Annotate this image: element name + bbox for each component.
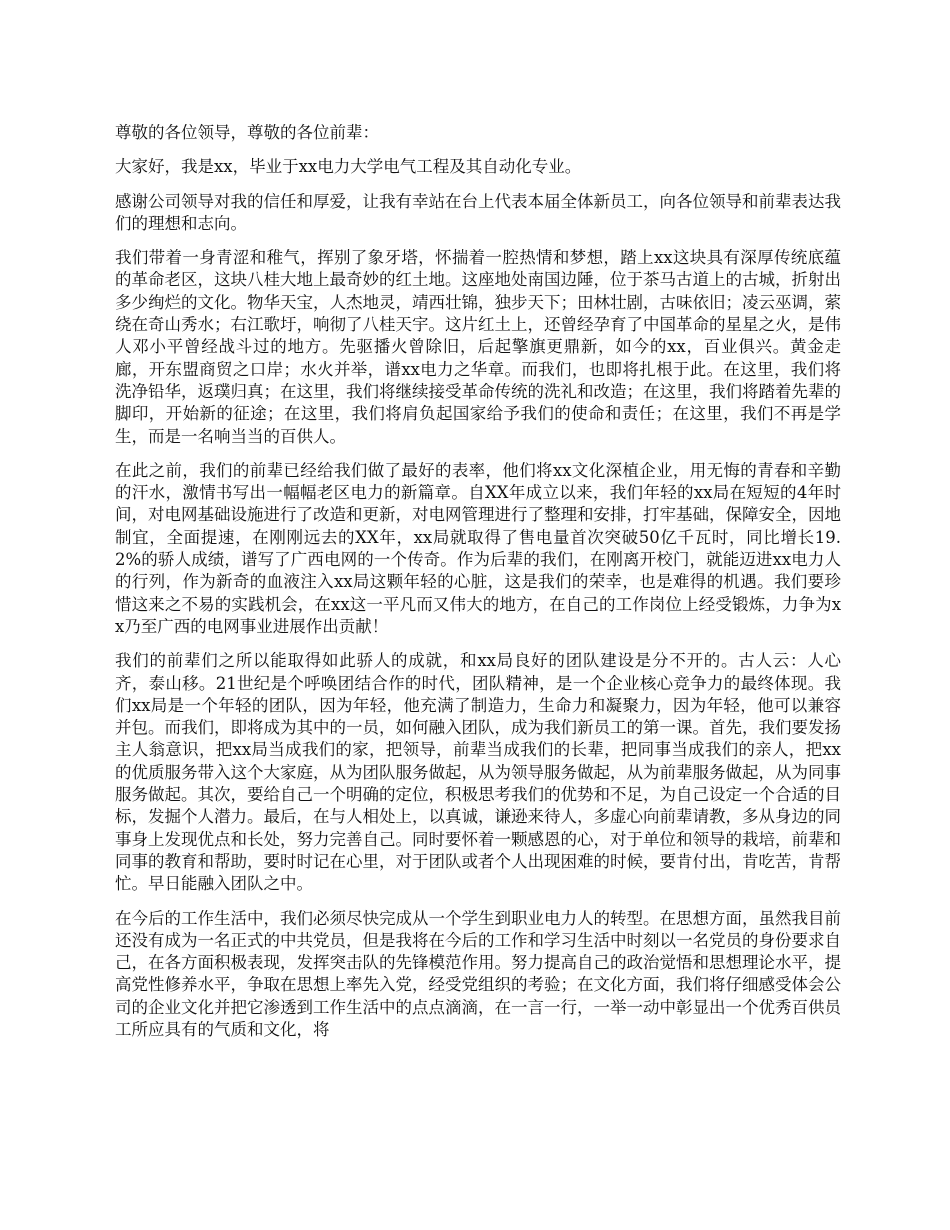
- paragraph-team-building: 我们的前辈们之所以能取得如此骄人的成就，和xx局良好的团队建设是分不开的。古人云：人心齐，泰山移。21世纪是个呼唤团结合作的时代，团队精神，是一个企业核心竞争力的最终体现。我们xx局是一个年轻的团队，因为年轻，他充满了制造力，生命力和凝聚力，因为年轻，他可以兼容并包。而我们，即将成为其中的一员，如何融入团队，成为我们新员工的第一课。首先，我们要发扬主人翁意识，把xx局当成我们的家，把领导，前辈当成我们的长辈，把同事当成我们的亲人，把xx的优质服务带入这个大家庭，从为团队服务做起，从为领导服务做起，从为前辈服务做起，从为同事服务做起。其次，要给自己一个明确的定位，积极思考我们的优势和不足，为自己设定一个合适的目标，发掘个人潜力。最后，在与人相处上，以真诚，谦逊来待人，多虚心向前辈请教，多从身边的同事身上发现优点和长处，努力完善自己。同时要怀着一颗感恩的心，对于单位和领导的栽培，前辈和同事的教育和帮助，要时时记在心里，对于团队或者个人出现困难的时候，要肯付出，肯吃苦，肯帮忙。早日能融入团队之中。: [115, 651, 841, 894]
- paragraph-red-land: 我们带着一身青涩和稚气，挥别了象牙塔，怀揣着一腔热情和梦想，踏上xx这块具有深厚传统底蕴的革命老区，这块八桂大地上最奇妙的红土地。这座地处南国边陲，位于茶马古道上的古城，折射出多少绚烂的文化。物华天宝，人杰地灵，靖西壮锦，独步天下；田林壮剧，古味依旧；凌云巫调，萦绕在奇山秀水；右江歌圩，响彻了八桂天宇。这片红土上，还曾经孕育了中国革命的星星之火，是伟人邓小平曾经战斗过的地方。先驱播火曾除旧，后起擎旗更鼎新，如今的xx，百业俱兴。黄金走廊，开东盟商贸之口岸；水火并举，谱xx电力之华章。而我们，也即将扎根于此。在这里，我们将洗净铅华，返璞归真；在这里，我们将继续接受革命传统的洗礼和改造；在这里，我们将踏着先辈的脚印，开始新的征途；在这里，我们将肩负起国家给予我们的使命和责任；在这里，我们不再是学生，而是一名响当当的百供人。: [115, 248, 841, 446]
- paragraph-future-work: 在今后的工作生活中，我们必须尽快完成从一个学生到职业电力人的转型。在思想方面，虽然我目前还没有成为一名正式的中共党员，但是我将在今后的工作和学习生活中时刻以一名党员的身份要求自己，在各方面积极表现，发挥突击队的先锋模范作用。努力提高自己的政治觉悟和思想理论水平，提高党性修养水平，争取在思想上率先入党，经受党组织的考验；在文化方面，我们将仔细感受体会公司的企业文化并把它渗透到工作生活中的点点滴滴，在一言一行，一举一动中彰显出一个优秀百供员工所应具有的气质和文化，将: [115, 908, 841, 1039]
- paragraph-thanks: 感谢公司领导对我的信任和厚爱，让我有幸站在台上代表本届全体新员工，向各位领导和前辈表达我们的理想和志向。: [115, 191, 841, 233]
- salutation: 尊敬的各位领导，尊敬的各位前辈：: [115, 123, 379, 142]
- document-body: [115, 122, 841, 1053]
- paragraph-self-introduction: 大家好，我是xx，毕业于xx电力大学电气工程及其自动化专业。: [115, 157, 582, 177]
- paragraph-predecessors: 在此之前，我们的前辈已经给我们做了最好的表率，他们将xx文化深植企业，用无悔的青春和辛勤的汗水，激情书写出一幅幅老区电力的新篇章。自XX年成立以来，我们年轻的xx局在短短的4年时间，对电网基础设施进行了改造和更新，对电网管理进行了整理和安排，打牢基础，保障安全，因地制宜，全面提速，在刚刚远去的XX年，xx局就取得了售电量首次突破50亿千瓦时，同比增长19.2%的骄人成绩，谱写了广西电网的一个传奇。作为后辈的我们，在刚离开校门，就能迈进xx电力人的行列，作为新奇的血液注入xx局这颗年轻的心脏，这是我们的荣幸，也是难得的机遇。我们要珍惜这来之不易的实践机会，在xx这一平凡而又伟大的地方，在自己的工作岗位上经受锻炼，力争为xx乃至广西的电网事业进展作出贡献！: [115, 460, 841, 636]
